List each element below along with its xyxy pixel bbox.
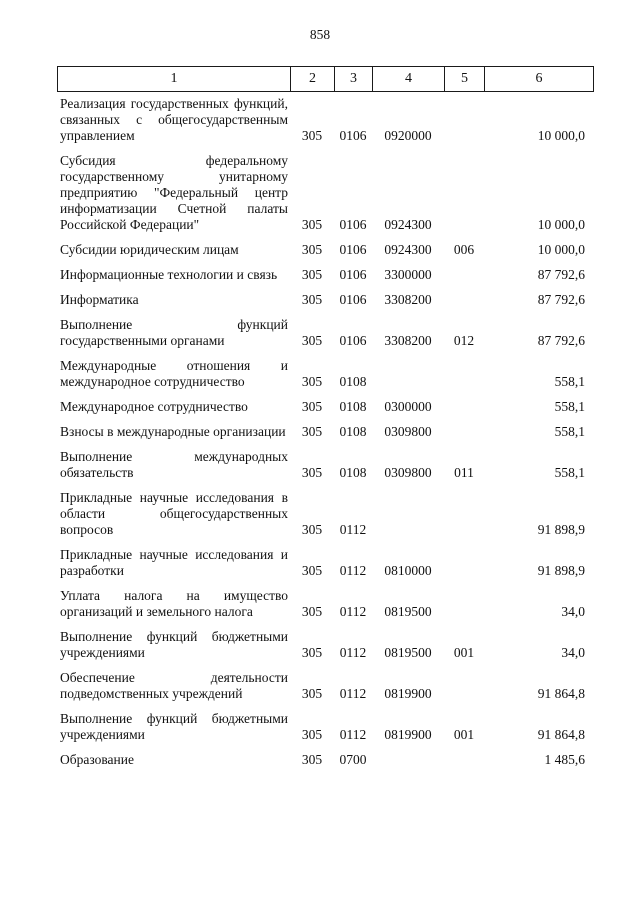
row-code-5: 001 [453, 645, 475, 660]
row-amount: 87 792,6 [537, 267, 585, 282]
row-code-5: 006 [453, 242, 475, 257]
row-code-2: 305 [301, 645, 323, 660]
column-header-row [58, 67, 594, 92]
row-code-4: 0819500 [384, 604, 432, 619]
row-description: Выполнение международных обязательств [60, 449, 288, 480]
row-code-4: 0300000 [384, 399, 432, 414]
budget-rows [57, 96, 593, 777]
row-code-3: 0108 [339, 374, 367, 389]
row-description: Уплата налога на имущество организаций и земельного налога [60, 588, 288, 619]
row-amount: 87 792,6 [537, 292, 585, 307]
row-code-3: 0108 [339, 399, 367, 414]
row-description: Выполнение функций бюджетными учреждениями [60, 629, 288, 660]
row-amount: 10 000,0 [537, 217, 585, 232]
table-row [57, 752, 593, 768]
table-row [57, 588, 593, 620]
row-amount: 1 485,6 [544, 752, 585, 767]
row-code-3: 0106 [339, 242, 367, 257]
table-row [57, 490, 593, 538]
row-amount: 34,0 [561, 645, 585, 660]
row-code-3: 0106 [339, 217, 367, 232]
row-code-2: 305 [301, 399, 323, 414]
row-code-4: 0309800 [384, 465, 432, 480]
column-header-5: 5 [445, 67, 485, 92]
column-header-table [57, 66, 594, 92]
row-description: Образование [60, 752, 134, 767]
column-header-2: 2 [291, 67, 335, 92]
row-amount: 10 000,0 [537, 128, 585, 143]
table-row [57, 96, 593, 144]
row-code-3: 0112 [339, 727, 367, 742]
table-row [57, 670, 593, 702]
row-code-3: 0106 [339, 292, 367, 307]
table-row [57, 358, 593, 390]
row-amount: 558,1 [554, 374, 585, 389]
row-description: Международное сотрудничество [60, 399, 248, 414]
row-amount: 91 898,9 [537, 522, 585, 537]
row-code-2: 305 [301, 217, 323, 232]
row-code-4: 3300000 [384, 267, 432, 282]
row-code-4: 3308200 [384, 292, 432, 307]
page-number: 858 [309, 27, 331, 42]
row-code-3: 0108 [339, 424, 367, 439]
row-code-4: 0924300 [384, 217, 432, 232]
row-amount: 87 792,6 [537, 333, 585, 348]
row-code-4: 0819500 [384, 645, 432, 660]
row-description: Информационные технологии и связь [60, 267, 278, 282]
row-code-2: 305 [301, 752, 323, 767]
table-row [57, 153, 593, 233]
row-code-2: 305 [301, 727, 323, 742]
row-code-4: 0819900 [384, 686, 432, 701]
row-code-2: 305 [301, 242, 323, 257]
row-code-5: 012 [453, 333, 475, 348]
table-row [57, 629, 593, 661]
row-code-2: 305 [301, 604, 323, 619]
row-amount: 91 898,9 [537, 563, 585, 578]
table-row [57, 449, 593, 481]
row-description: Взносы в международные организации [60, 424, 286, 439]
column-header-1: 1 [58, 67, 291, 92]
row-code-2: 305 [301, 128, 323, 143]
row-code-4: 0924300 [384, 242, 432, 257]
row-description: Выполнение функций бюджетными учреждениями [60, 711, 288, 742]
table-row [57, 242, 593, 258]
row-description: Информатика [60, 292, 139, 307]
row-amount: 91 864,8 [537, 686, 585, 701]
row-description: Реализация государственных функций, связанных с общегосударственным управлением [60, 96, 288, 143]
table-row [57, 399, 593, 415]
row-code-3: 0106 [339, 333, 367, 348]
row-code-2: 305 [301, 686, 323, 701]
row-amount: 34,0 [561, 604, 585, 619]
table-row [57, 711, 593, 743]
row-code-3: 0112 [339, 563, 367, 578]
row-description: Прикладные научные исследования в области общегосударственных вопросов [60, 490, 288, 537]
row-code-2: 305 [301, 424, 323, 439]
row-description: Выполнение функций государственными органами [60, 317, 288, 348]
row-code-2: 305 [301, 522, 323, 537]
row-description: Обеспечение деятельности подведомственных учреждений [60, 670, 288, 701]
row-code-4: 3308200 [384, 333, 432, 348]
row-code-3: 0106 [339, 128, 367, 143]
table-row [57, 547, 593, 579]
column-header-3: 3 [335, 67, 373, 92]
column-header-4: 4 [373, 67, 445, 92]
row-description: Международные отношения и международное сотрудничество [60, 358, 288, 389]
row-amount: 91 864,8 [537, 727, 585, 742]
row-description: Прикладные научные исследования и разработки [60, 547, 288, 578]
row-code-3: 0112 [339, 522, 367, 537]
row-code-5: 001 [453, 727, 475, 742]
row-description: Субсидия федеральному государственному унитарному предприятию "Федеральный центр информатизации Счетной палаты Российской Федерации" [60, 153, 288, 232]
row-code-3: 0112 [339, 686, 367, 701]
row-code-4: 0819900 [384, 727, 432, 742]
row-code-5: 011 [454, 465, 474, 480]
row-description: Субсидии юридическим лицам [60, 242, 239, 257]
row-code-3: 0106 [339, 267, 367, 282]
row-code-3: 0112 [339, 604, 367, 619]
row-code-2: 305 [301, 374, 323, 389]
row-code-4: 0810000 [384, 563, 432, 578]
table-row [57, 424, 593, 440]
row-amount: 10 000,0 [537, 242, 585, 257]
table-row [57, 292, 593, 308]
row-code-3: 0108 [339, 465, 367, 480]
row-code-3: 0112 [339, 645, 367, 660]
row-code-4: 0309800 [384, 424, 432, 439]
row-code-2: 305 [301, 292, 323, 307]
column-header-6: 6 [485, 67, 594, 92]
row-code-4: 0920000 [384, 128, 432, 143]
row-code-2: 305 [301, 563, 323, 578]
row-code-2: 305 [301, 333, 323, 348]
row-amount: 558,1 [554, 424, 585, 439]
row-code-2: 305 [301, 267, 323, 282]
row-amount: 558,1 [554, 465, 585, 480]
table-row [57, 267, 593, 283]
row-code-3: 0700 [339, 752, 367, 767]
row-amount: 558,1 [554, 399, 585, 414]
row-code-2: 305 [301, 465, 323, 480]
table-row [57, 317, 593, 349]
